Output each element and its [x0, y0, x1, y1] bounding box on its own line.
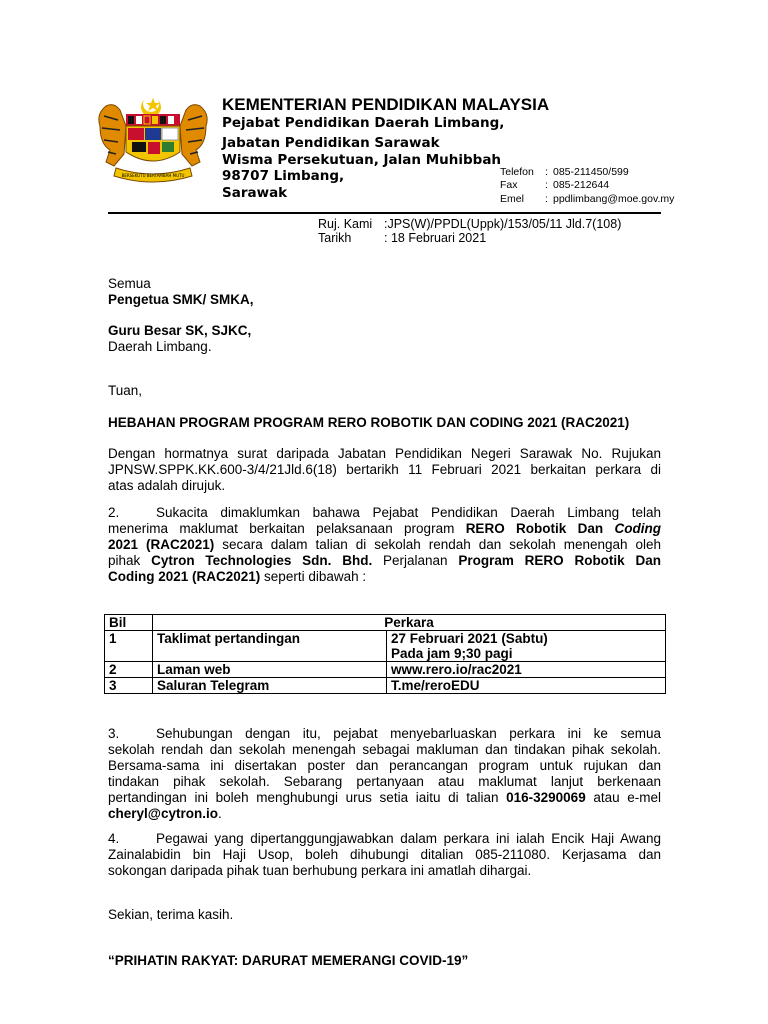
table-cell-detail: [387, 631, 666, 662]
para2-text: menerima maklumat berkaitan pelaksanaan program: [108, 521, 466, 536]
address-line-5: Sarawak: [222, 185, 288, 201]
para2-bold-italic: Coding: [614, 521, 662, 536]
para3-line: tindakan pihak sekolah. Sebarang pertanyaan atau maklumat lanjut berkenaan: [108, 774, 661, 789]
recipient-line-4: Daerah Limbang.: [108, 339, 212, 354]
table-cell-bil: 3: [105, 678, 153, 694]
table-row: [105, 678, 666, 694]
address-line-3: Wisma Persekutuan, Jalan Muhibbah: [222, 152, 502, 168]
slogan: “PRIHATIN RAKYAT: DARURAT MEMERANGI COVID-19”: [108, 953, 469, 968]
table-cell-detail: T.me/reroEDU: [387, 678, 666, 694]
para2-bold: RERO Robotik Dan: [465, 521, 615, 536]
para2-line: [108, 569, 661, 585]
crest-motto: BERSEKUTU BERTAMBAH MUTU: [121, 173, 185, 178]
para1-line: Dengan hormatnya surat daripada Jabatan Pendidikan Negeri Sarawak No. Rujukan: [108, 446, 661, 461]
address-line-4: 98707 Limbang,: [222, 168, 345, 184]
contact-label: Telefon: [500, 166, 534, 178]
para2-line: [108, 521, 661, 537]
coat-of-arms-logo: [92, 96, 214, 188]
contact-label: Fax: [500, 179, 518, 191]
contact-fax: Fax : 085-212644: [500, 179, 610, 191]
table-header-bil: Bil: [105, 615, 153, 631]
recipient-line-3: Guru Besar SK, SJKC,: [108, 323, 252, 338]
closing-text: Sekian, terima kasih.: [108, 907, 234, 922]
contact-telefon: Telefon : 085-211450/599: [500, 166, 629, 178]
detail-line: Pada jam 9;30 pagi: [391, 646, 513, 661]
para2-bold: 2021 (RAC2021): [108, 537, 215, 552]
recipient-line-2: Pengetua SMK/ SMKA,: [108, 292, 254, 307]
letterhead-divider: [108, 212, 661, 214]
para3-text: .: [217, 806, 222, 821]
table-row: [105, 662, 666, 678]
table-header-row: [105, 615, 666, 631]
para2-text: seperti dibawah :: [260, 569, 367, 584]
table-cell-item: Taklimat pertandingan: [153, 631, 387, 662]
para3-line: [108, 806, 661, 822]
salutation: Tuan,: [108, 383, 143, 398]
subject-heading: HEBAHAN PROGRAM PROGRAM RERO ROBOTIK DAN CODING 2021 (RAC2021): [108, 415, 630, 430]
address-line-2: Jabatan Pendidikan Sarawak: [222, 135, 440, 151]
date-value: : 18 Februari 2021: [384, 231, 487, 245]
para2-bold: Cytron Technologies Sdn. Bhd.: [151, 553, 373, 568]
table-cell-item: Saluran Telegram: [153, 678, 387, 694]
ministry-name: KEMENTERIAN PENDIDIKAN MALAYSIA: [222, 95, 550, 114]
para3-line: [108, 790, 661, 806]
para4-text: Pegawai yang dipertanggungjawabkan dalam perkara ini ialah Encik Haji Awang: [156, 831, 661, 846]
para3-line: sekolah rendah dan sekolah menengah sebagai makluman dan tindakan pihak sekolah.: [108, 742, 661, 757]
contact-value: 085-211450/599: [553, 166, 629, 178]
contact-value: ppdlimbang@moe.gov.my: [553, 193, 675, 205]
paragraph-1: [108, 446, 661, 494]
para2-bold: Program RERO Robotik Dan: [458, 553, 661, 568]
paragraph-4: [108, 831, 661, 879]
contact-label: Emel: [500, 193, 524, 205]
phone-number: 016-3290069: [506, 790, 586, 805]
para4-line: [108, 831, 661, 847]
para2-text: secara dalam talian di sekolah rendah dan sekolah menengah oleh: [214, 537, 661, 552]
para2-line: [108, 553, 661, 569]
para1-line: JPNSW.SPPK.KK.600-3/4/21Jld.6(18) bertarikh 11 Februari 2021 berkaitan perkara di: [108, 462, 661, 477]
para2-line: [108, 505, 661, 521]
contact-emel: Emel : ppdlimbang@moe.gov.my: [500, 193, 675, 205]
para4-line: sokongan daripada pihak tuan berhubung perkara ini amatlah dihargai.: [108, 863, 532, 878]
para-number: 3.: [108, 726, 120, 741]
para2-bold: Coding 2021 (RAC2021): [108, 569, 261, 584]
program-table: [104, 614, 666, 694]
table-cell-bil: 1: [105, 631, 153, 662]
date-label: Tarikh: [318, 231, 352, 245]
para2-line: [108, 537, 661, 553]
table-header-perkara: Perkara: [153, 615, 666, 631]
para2-text: Sukacita dimaklumkan bahawa Pejabat Pendidikan Daerah Limbang telah: [156, 505, 661, 520]
paragraph-2: [108, 505, 661, 585]
paragraph-3: [108, 726, 661, 822]
ref-value: :JPS(W)/PPDL(Uppk)/153/05/11 Jld.7(108): [384, 217, 622, 231]
para4-line: Zainalabidin bin Haji Usop, boleh dihubungi ditalian 085-211080. Kerjasama dan: [108, 847, 661, 862]
table-cell-bil: 2: [105, 662, 153, 678]
table-cell-item: Laman web: [153, 662, 387, 678]
para1-line: atas adalah dirujuk.: [108, 478, 226, 493]
para3-line: Bersama-sama ini disertakan poster dan perancangan program untuk rujukan dan: [108, 758, 661, 773]
para2-text: Perjalanan: [372, 553, 459, 568]
recipient-line-1: Semua: [108, 276, 151, 291]
table-cell-detail: www.rero.io/rac2021: [387, 662, 666, 678]
date-row: [318, 231, 486, 245]
para3-text: Sehubungan dengan itu, pejabat menyebarluaskan perkara ini ke semua: [156, 726, 661, 741]
table-row: [105, 631, 666, 662]
para-number: 4.: [108, 831, 120, 846]
ref-label: Ruj. Kami: [318, 217, 373, 231]
para-number: 2.: [108, 505, 120, 520]
reference-row: [318, 217, 621, 231]
email-address: cheryl@cytron.io: [108, 806, 218, 821]
address-line-1: Pejabat Pendidikan Daerah Limbang,: [222, 115, 505, 131]
para2-text: pihak: [108, 553, 152, 568]
contact-value: 085-212644: [553, 179, 610, 191]
para3-text: atau e-mel: [585, 790, 661, 805]
para3-text: pertandingan ini boleh menghubungi urus setia iaitu di talian: [108, 790, 507, 805]
detail-line: 27 Februari 2021 (Sabtu): [391, 631, 548, 646]
para3-line: [108, 726, 661, 742]
